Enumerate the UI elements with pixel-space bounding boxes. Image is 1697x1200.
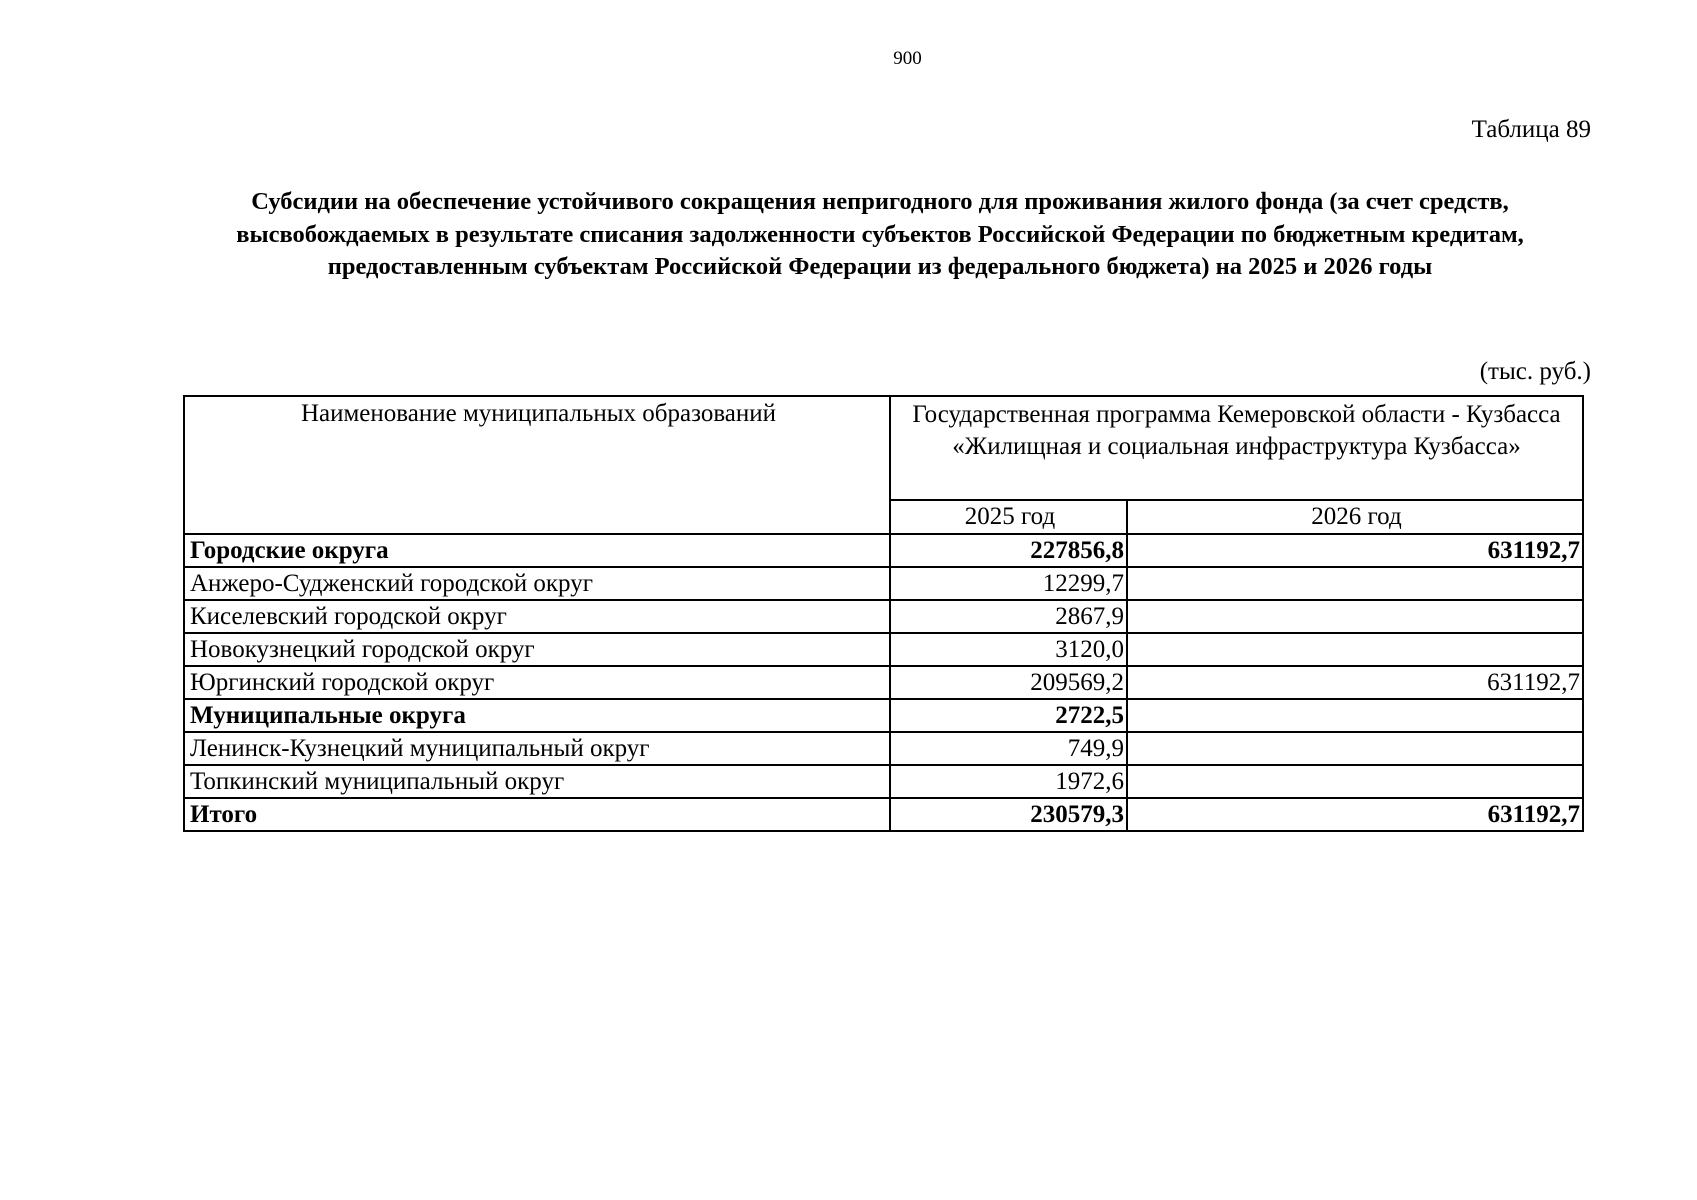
page-number: 900 (893, 48, 922, 69)
table-label: Таблица 89 (1471, 116, 1591, 143)
value-2026-cell: 631192,7 (1127, 798, 1583, 831)
municipality-name-header: Наименование муниципальных образований (184, 396, 890, 534)
value-2026-cell (1127, 633, 1583, 666)
table-row (184, 600, 1583, 633)
document-title (180, 186, 1580, 284)
value-2026-cell (1127, 732, 1583, 765)
units-label: (тыс. руб.) (1479, 358, 1591, 385)
table-row (184, 633, 1583, 666)
year-2026-header: 2026 год (1127, 500, 1583, 534)
municipality-name-cell: Городские округа (184, 534, 890, 567)
value-2025-cell: 209569,2 (890, 666, 1127, 699)
value-2025-cell: 2867,9 (890, 600, 1127, 633)
municipality-name-cell: Топкинский муниципальный округ (184, 765, 890, 798)
value-2026-cell: 631192,7 (1127, 534, 1583, 567)
subsidies-table (183, 395, 1584, 832)
value-2025-cell: 1972,6 (890, 765, 1127, 798)
value-2026-cell: 631192,7 (1127, 666, 1583, 699)
municipality-name-cell: Итого (184, 798, 890, 831)
municipality-name-cell: Киселевский городской округ (184, 600, 890, 633)
year-2025-header: 2025 год (890, 500, 1127, 534)
program-header-line: «Жилищная и социальная инфраструктура Кузбасса» (952, 433, 1521, 460)
value-2026-cell (1127, 765, 1583, 798)
municipality-name-cell: Юргинский городской округ (184, 666, 890, 699)
municipality-name-cell: Новокузнецкий городской округ (184, 633, 890, 666)
table-row (184, 534, 1583, 567)
value-2026-cell (1127, 699, 1583, 732)
table-row (184, 567, 1583, 600)
municipality-name-cell: Ленинск-Кузнецкий муниципальный округ (184, 732, 890, 765)
value-2025-cell: 749,9 (890, 732, 1127, 765)
municipality-name-cell: Муниципальные округа (184, 699, 890, 732)
value-2026-cell (1127, 600, 1583, 633)
value-2025-cell: 3120,0 (890, 633, 1127, 666)
table-row (184, 666, 1583, 699)
program-header-line: Государственная программа Кемеровской области - Кузбасса (912, 401, 1561, 428)
municipality-name-cell: Анжеро-Судженский городской округ (184, 567, 890, 600)
table-row (184, 732, 1583, 765)
value-2025-cell: 230579,3 (890, 798, 1127, 831)
value-2026-cell (1127, 567, 1583, 600)
table-body (184, 534, 1583, 831)
value-2025-cell: 2722,5 (890, 699, 1127, 732)
table-row (184, 798, 1583, 831)
title-line: высвобождаемых в результате списания задолженности субъектов Российской Федерации по бюджетным кредитам, (236, 220, 1524, 248)
value-2025-cell: 227856,8 (890, 534, 1127, 567)
table-row (184, 699, 1583, 732)
program-header (890, 396, 1583, 500)
title-line: Субсидии на обеспечение устойчивого сокращения непригодного для проживания жилого фонда (за счет средств, (251, 188, 1509, 215)
value-2025-cell: 12299,7 (890, 567, 1127, 600)
title-line: предоставленным субъектам Российской Федерации из федерального бюджета) на 2025 и 2026 годы (327, 253, 1433, 280)
table-row (184, 765, 1583, 798)
